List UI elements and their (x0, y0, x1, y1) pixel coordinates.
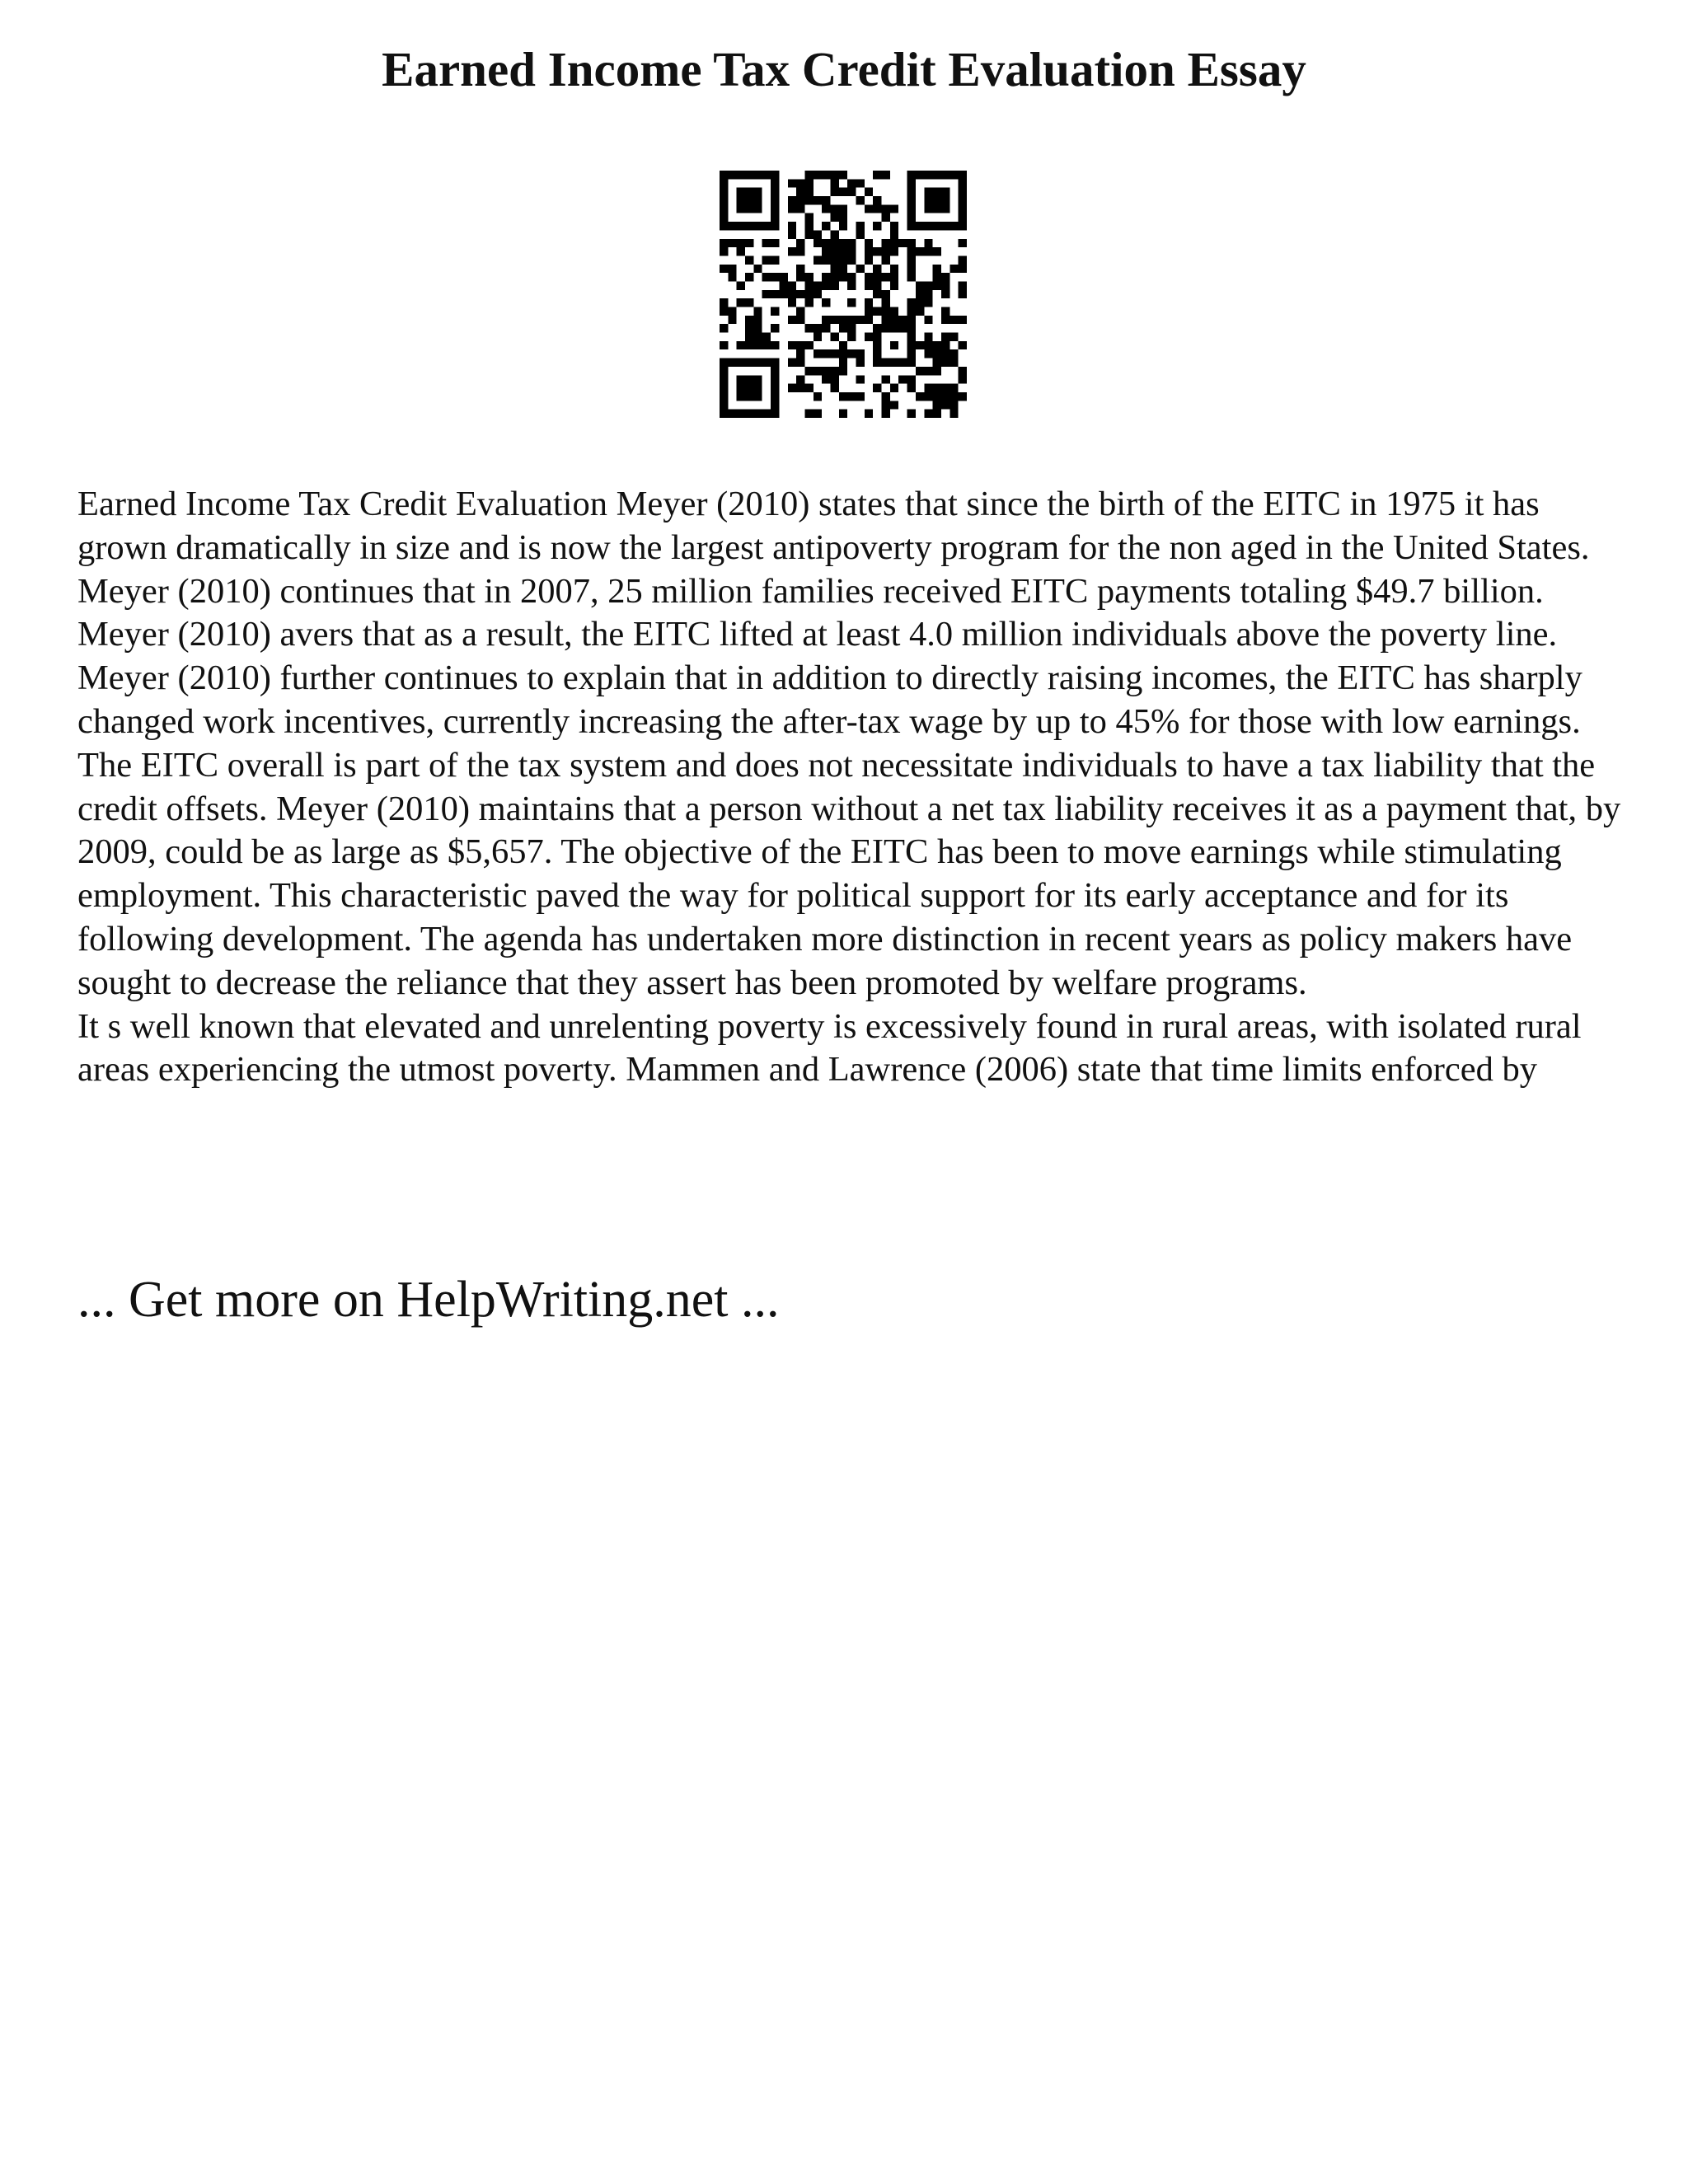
essay-body (77, 483, 1627, 1092)
qr-code-icon (720, 171, 967, 418)
paragraph: The EITC overall is part of the tax system and does not necessitate individuals to have a tax liability that the credit offsets. Meyer (2010) maintains that a person without a net tax liability receives it as a payment that, by 2009, could be as large as $5,657. The objective of the EITC has been to move earnings while stimulating employment. This characteristic paved the way for political support for its early acceptance and for its following development. The agenda has undertaken more distinction in recent years as policy makers have sought to decrease the reliance that they assert has been promoted by welfare programs. (77, 745, 1621, 1002)
paragraph: It s well known that elevated and unrelenting poverty is excessively found in rural areas, with isolated rural areas experiencing the utmost poverty. Mammen and Lawrence (2006) state that time limits enforced by (77, 1006, 1582, 1090)
page-title: Earned Income Tax Credit Evaluation Essay (382, 42, 1306, 96)
get-more-link[interactable]: ... Get more on HelpWriting.net ... (77, 1272, 780, 1328)
paragraph: Earned Income Tax Credit Evaluation Meyer (2010) states that since the birth of the EITC in 1975 it has grown dramatically in size and is now the largest antipoverty program for the non aged in the United States. Meyer (2010) continues that in 2007, 25 million families received EITC payments totaling $49.7 billion. Meyer (2010) avers that as a result, the EITC lifted at least 4.0 million individuals above the poverty line. Meyer (2010) further continues to explain that in addition to directly raising incomes, the EITC has sharply changed work incentives, currently increasing the after-tax wage by up to 45% for those with low earnings. (77, 485, 1590, 741)
